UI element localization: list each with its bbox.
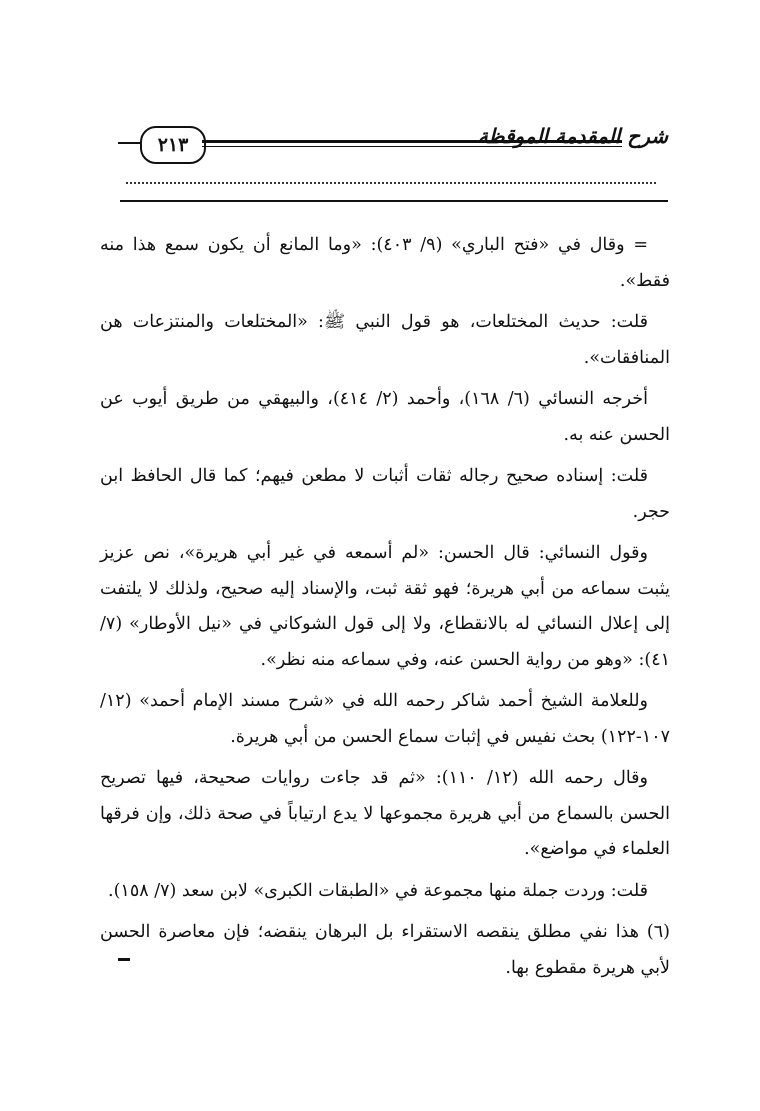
paragraph-8: قلت: وردت جملة منها مجموعة في «الطبقات الكبرى» لابن سعد (٧/ ١٥٨). [108,880,648,901]
header-dotted-line [126,182,656,184]
paragraph-6: وللعلامة الشيخ أحمد شاكر رحمه الله في «شرح مسند الإمام أحمد» (١٢/ ١٠٧-١٢٢) بحث نفيس في إثبات سماع الحسن من أبي هريرة. [100,691,670,747]
footnote-6: (٦) هذا نفي مطلق ينقصه الاستقراء بل البرهان ينقضه؛ فإن معاصرة الحسن لأبي هريرة مقطوع بها. [100,922,670,978]
header-bottom-rule [120,200,668,202]
page-body [100,228,670,992]
paragraph-4: قلت: إسناده صحيح رجاله ثقات أثبات لا مطعن فيهم؛ كما قال الحافظ ابن حجر. [100,466,670,522]
footnote-dash-mark [118,958,130,961]
header-rule-left [118,142,140,144]
paragraph-7: وقال رحمه الله (١٢/ ١١٠): «ثم قد جاءت روايات صحيحة، فيها تصريح الحسن بالسماع من أبي هريرة مجموعها لا يدع ارتياباً في صحة ذلك، وإن فرقها العلماء في مواضع». [100,768,670,859]
page-number-frame [140,126,206,164]
running-title: شرح المقدمة الموقظة [477,124,668,148]
paragraph-5: وقول النسائي: قال الحسن: «لم أسمعه في غير أبي هريرة»، نص عزيز يثبت سماعه من أبي هريرة؛ فهو ثقة ثبت، والإسناد إليه صحيح، ولذلك لا يلتفت إلى إعلال النسائي له بالانقطاع، ولا إلى قول الشوكاني في «نيل الأوطار» (٧/ ٤١): «وهو من رواية الحسن عنه، وفي سماعه منه نظر». [100,543,670,670]
page-number: ٢١٣ [157,134,189,156]
paragraph-1: = وقال في «فتح الباري» (٩/ ٤٠٣): «وما المانع أن يكون سمع هذا منه فقط». [100,235,670,291]
paragraph-3: أخرجه النسائي (٦/ ١٦٨)، وأحمد (٢/ ٤١٤)، والبيهقي من طريق أيوب عن الحسن عنه به. [100,389,670,445]
page-header [110,118,668,208]
paragraph-2: قلت: حديث المختلعات، هو قول النبي ﷺ: «المختلعات والمنتزعات هن المنافقات». [100,312,670,368]
